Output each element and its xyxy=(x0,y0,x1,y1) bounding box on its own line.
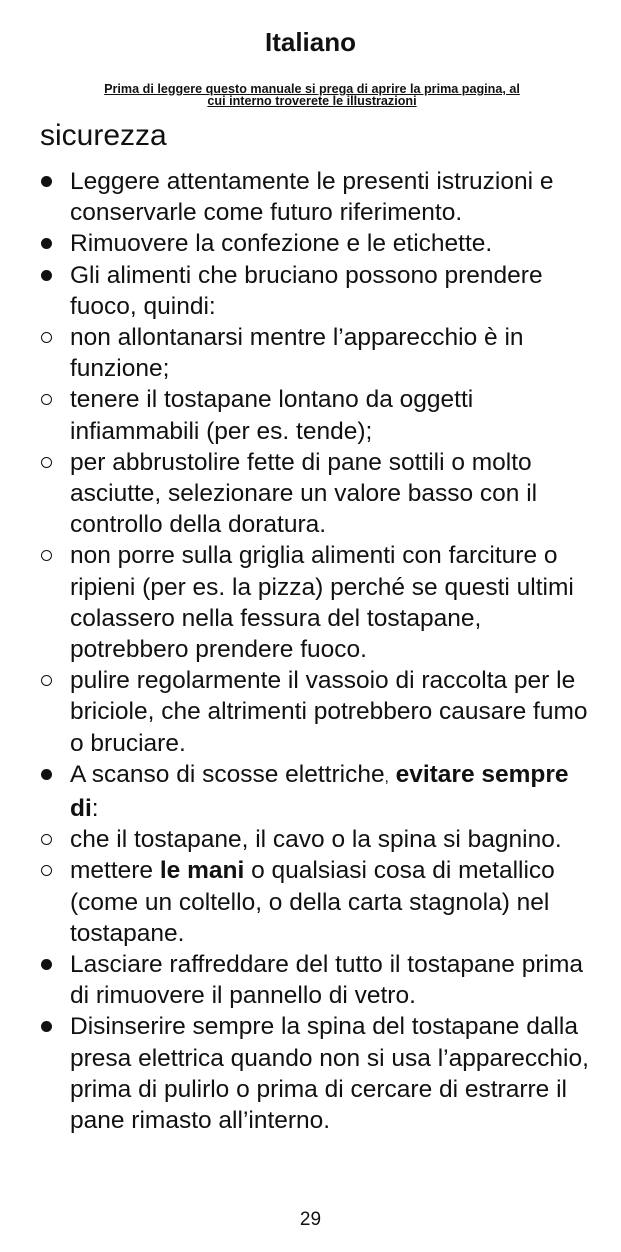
hollow-bullet-icon xyxy=(41,675,52,686)
list-item xyxy=(40,447,600,541)
list-item xyxy=(40,824,600,855)
list-item xyxy=(40,228,600,259)
page-number: 29 xyxy=(299,1209,322,1230)
list-item xyxy=(40,759,600,824)
list-item-comma: , xyxy=(384,768,389,786)
list-item-text-part: A scanso di scosse elettriche xyxy=(70,760,385,788)
list-item-text-part: : xyxy=(91,795,99,823)
safety-list xyxy=(40,166,600,1136)
filled-bullet-icon xyxy=(41,270,52,281)
list-item xyxy=(40,384,600,446)
list-item-text: tenere il tostapane lontano da oggetti infiammabili (per es. tende); xyxy=(70,386,474,445)
list-item xyxy=(40,260,600,322)
list-item-text: Rimuovere la confezione e le etichette. xyxy=(70,230,493,258)
list-item-text: Disinserire sempre la spina del tostapane dalla presa elettrica quando non si usa l’apparecchio, prima di pulirlo o prima di cercare di estrarre il pane rimasto all’interno. xyxy=(70,1013,589,1135)
list-item-text: Leggere attentamente le presenti istruzioni e conservarle come futuro riferimento. xyxy=(70,168,554,227)
instruction-note-line-1: Prima di leggere questo manuale si prega di aprire la prima pagina, al xyxy=(104,82,520,96)
list-item xyxy=(40,855,600,949)
list-item-text: per abbrustolire fette di pane sottili o molto asciutte, selezionare un valore basso con il controllo della doratura. xyxy=(70,448,538,539)
hollow-bullet-icon xyxy=(41,834,52,845)
instruction-note-line-2: cui interno troverete le illustrazioni xyxy=(207,94,417,108)
list-item-text: non porre sulla griglia alimenti con farciture o ripieni (per es. la pizza) perché se questi ultimi colassero nella fessura del tostapane, potrebbero prendere fuoco. xyxy=(70,542,574,664)
list-item-text xyxy=(70,761,569,822)
filled-bullet-icon xyxy=(41,959,52,970)
list-item-emphasis: evitare sempre di xyxy=(70,760,569,823)
list-item-text-part: mettere xyxy=(70,857,154,885)
list-item xyxy=(40,665,600,759)
list-item-text: non allontanarsi mentre l’apparecchio è in funzione; xyxy=(70,324,524,383)
list-item-text xyxy=(70,857,555,946)
hollow-bullet-icon xyxy=(41,550,52,561)
hollow-bullet-icon xyxy=(41,394,52,405)
section-heading: sicurezza xyxy=(40,119,167,152)
page-title: Italiano xyxy=(264,27,356,57)
list-item-text: Lasciare raffreddare del tutto il tostapane prima di rimuovere il pannello di vetro. xyxy=(70,951,583,1010)
list-item xyxy=(40,322,600,384)
list-item xyxy=(40,949,600,1011)
list-item-text: che il tostapane, il cavo o la spina si bagnino. xyxy=(70,826,562,854)
filled-bullet-icon xyxy=(41,238,52,249)
hollow-bullet-icon xyxy=(41,457,52,468)
list-item xyxy=(40,166,600,228)
list-item xyxy=(40,540,600,665)
list-item xyxy=(40,1011,600,1136)
list-item-emphasis: le mani xyxy=(159,857,245,885)
list-item-text-part: o qualsiasi cosa di metallico (come un coltello, o della carta stagnola) nel tostapane. xyxy=(70,857,555,947)
hollow-bullet-icon xyxy=(41,865,52,876)
filled-bullet-icon xyxy=(41,769,52,780)
filled-bullet-icon xyxy=(41,1021,52,1032)
filled-bullet-icon xyxy=(41,176,52,187)
list-item-text: pulire regolarmente il vassoio di raccolta per le briciole, che altrimenti potrebbero causare fumo o bruciare. xyxy=(70,667,588,757)
list-item-text: Gli alimenti che bruciano possono prendere fuoco, quindi: xyxy=(70,261,543,320)
instruction-note xyxy=(40,83,584,107)
hollow-bullet-icon xyxy=(41,332,52,343)
